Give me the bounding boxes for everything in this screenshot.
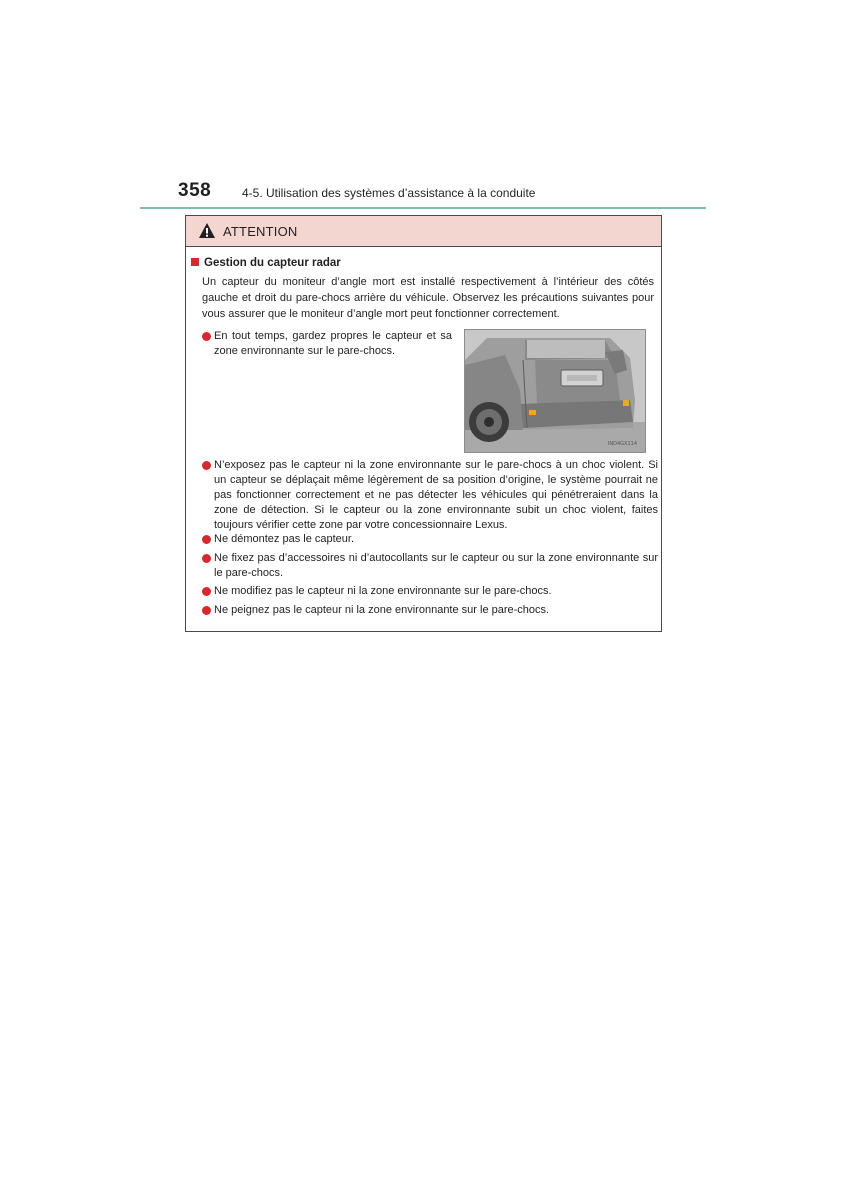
page-number: 358 xyxy=(178,180,212,201)
bullet-item xyxy=(214,551,658,581)
page-header xyxy=(140,178,706,210)
bullet-item xyxy=(214,584,658,599)
bullet-dot-icon xyxy=(202,587,211,596)
section-title: 4-5. Utilisation des systèmes d’assistance à la conduite xyxy=(242,186,536,200)
bullet-dot-icon xyxy=(202,535,211,544)
bullet-dot-icon xyxy=(202,461,211,470)
warning-triangle-icon xyxy=(198,222,216,239)
bullet-item xyxy=(214,329,452,359)
bullet-item xyxy=(214,532,658,547)
vehicle-rear-illustration xyxy=(465,330,646,453)
bullet-text: Ne fixez pas d’accessoires ni d’autocollants sur le capteur ou sur la zone environnante sur le pare-chocs. xyxy=(214,552,658,579)
bullet-dot-icon xyxy=(202,332,211,341)
header-divider xyxy=(140,207,706,209)
intro-paragraph: Un capteur du moniteur d’angle mort est installé respectivement à l’intérieur des côtés gauche et droit du pare-chocs arrière du véhicule. Observez les précautions suivantes pour vous assurer que le moniteur d’angle mort peut fonctionner correctement. xyxy=(202,276,654,320)
bullet-text: Ne démontez pas le capteur. xyxy=(214,533,355,545)
bullet-text: N’exposez pas le capteur ni la zone environnante sur le pare-chocs à un choc violent. Si un capteur se déplaçait même légèrement de sa position d’origine, le système pourrait ne pas fonctionner correctement et ne pas détecter les véhicules qui pénétreraient dans la zone de détection. Si le capteur ou la zone environnante subit un choc violent, faites toujours vérifier cette zone par votre concessionnaire Lexus. xyxy=(214,459,658,531)
bullet-text: Ne peignez pas le capteur ni la zone environnante sur le pare-chocs. xyxy=(214,604,550,616)
section-heading xyxy=(191,257,341,269)
bullet-dot-icon xyxy=(202,554,211,563)
square-bullet-icon xyxy=(191,258,199,266)
bullet-text: En tout temps, gardez propres le capteur et sa zone environnante sur le pare-chocs. xyxy=(214,330,452,357)
bullet-text: Ne modifiez pas le capteur ni la zone environnante sur le pare-chocs. xyxy=(214,585,552,597)
warning-header xyxy=(186,216,661,247)
rear-bumper-sensor-photo xyxy=(464,329,646,453)
bullet-item xyxy=(214,458,658,533)
bullet-item xyxy=(214,603,658,618)
warning-box xyxy=(185,215,662,632)
warning-title: ATTENTION xyxy=(223,224,298,239)
photo-code: IND4GX114 xyxy=(607,441,637,447)
bullet-dot-icon xyxy=(202,606,211,615)
section-heading-text: Gestion du capteur radar xyxy=(204,257,341,269)
